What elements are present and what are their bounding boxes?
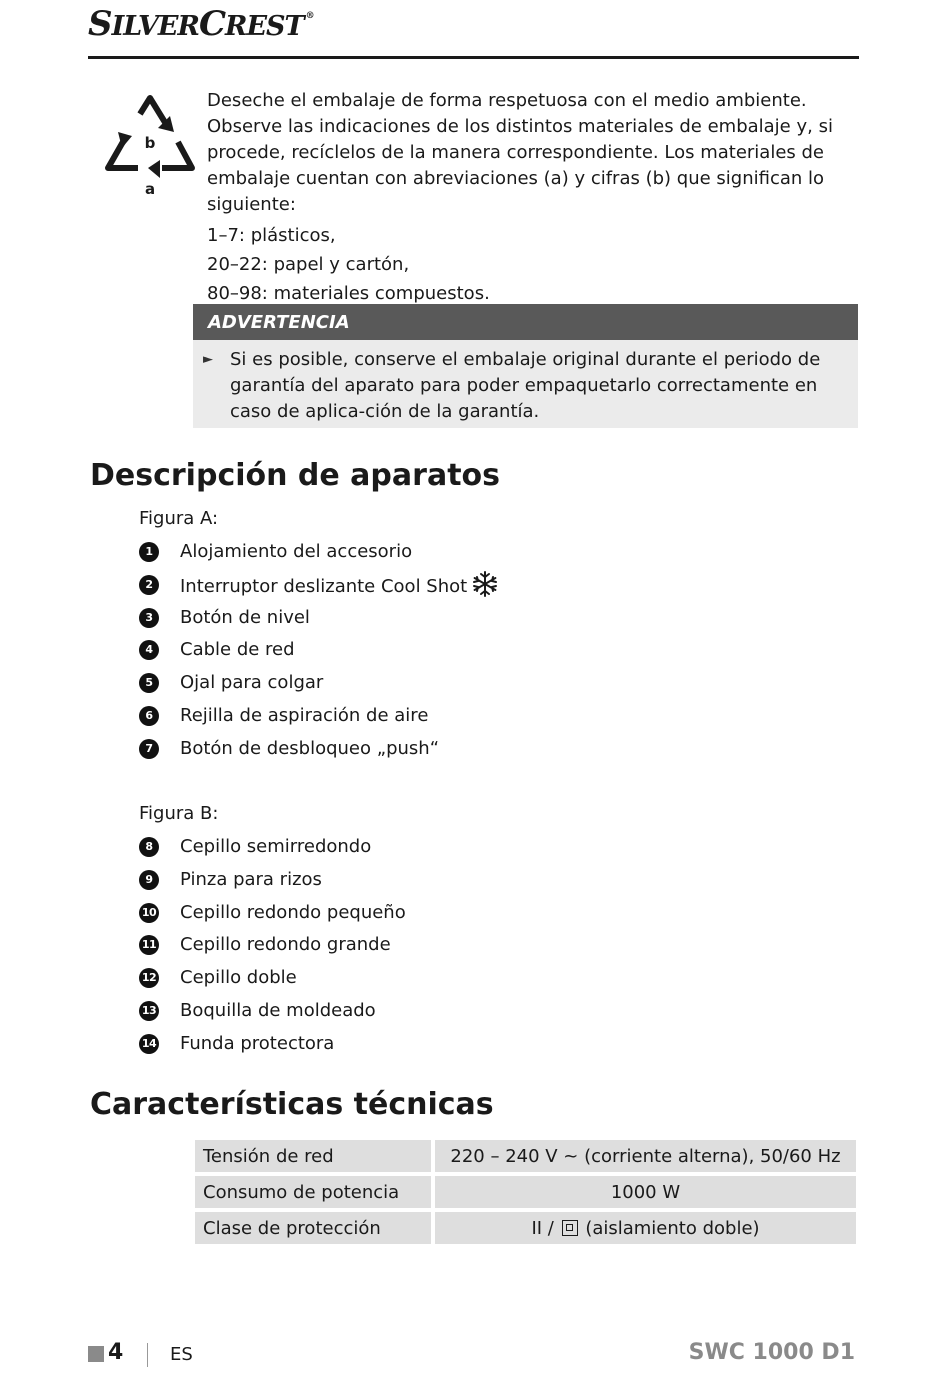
item-number: 3 (139, 608, 159, 628)
item-label: Funda protectora (180, 1033, 335, 1054)
item-number: 14 (139, 1034, 159, 1054)
item-number: 6 (139, 706, 159, 726)
footer-divider (147, 1343, 148, 1367)
item-number: 5 (139, 673, 159, 693)
recycle-code-composites: 80–98: materiales compuestos. (207, 283, 490, 304)
snowflake-icon (472, 571, 498, 597)
recycle-text (207, 88, 867, 308)
table-row (195, 1210, 856, 1246)
warning-title: ADVERTENCIA (193, 304, 858, 340)
item-number: 8 (139, 837, 159, 857)
recycle-icon (100, 92, 200, 202)
spec-value-prefix: II / (531, 1217, 554, 1239)
description-title: Descripción de aparatos (90, 458, 500, 493)
footer-language: ES (170, 1344, 193, 1365)
item-label: Interruptor deslizante Cool Shot (180, 576, 468, 597)
spec-key: Tensión de red (195, 1140, 433, 1174)
item-label: Ojal para colgar (180, 672, 324, 693)
item-number: 7 (139, 739, 159, 759)
table-row (195, 1140, 856, 1174)
item-number: 4 (139, 640, 159, 660)
spec-key: Clase de protección (195, 1210, 433, 1246)
spec-key: Consumo de potencia (195, 1174, 433, 1210)
item-number: 10 (139, 903, 159, 923)
item-label: Cepillo doble (180, 967, 297, 988)
recycle-line-1: Deseche el embalaje de forma respetuosa con el medio ambiente. (207, 90, 807, 111)
item-label: Botón de desbloqueo „push“ (180, 738, 440, 759)
warning-text: Si es posible, conserve el embalaje original durante el periodo de garantía del aparato para poder empaquetarlo correctamente en caso de aplica-ción de la garantía. (230, 349, 821, 422)
spec-value (433, 1210, 856, 1246)
item-label: Pinza para rizos (180, 869, 322, 890)
recycle-code-a: a (144, 180, 156, 198)
recycle-code-paper: 20–22: papel y cartón, (207, 254, 410, 275)
item-number: 12 (139, 968, 159, 988)
item-number: 1 (139, 542, 159, 562)
spec-value-suffix: (aislamiento doble) (585, 1217, 760, 1239)
recycle-code-plastics: 1–7: plásticos, (207, 225, 336, 246)
footer-model: SWC 1000 D1 (688, 1340, 855, 1365)
double-insulation-icon (562, 1220, 578, 1236)
item-number: 2 (139, 575, 159, 595)
specs-title: Características técnicas (90, 1087, 494, 1122)
item-label: Botón de nivel (180, 607, 310, 628)
spec-value: 1000 W (433, 1174, 856, 1210)
header-rule (88, 56, 859, 59)
item-label: Boquilla de moldeado (180, 1000, 376, 1021)
item-label: Cepillo redondo pequeño (180, 902, 406, 923)
item-label: Cepillo redondo grande (180, 934, 391, 955)
arrow-right-icon: ► (203, 352, 213, 367)
figure-b-label: Figura B: (139, 803, 219, 824)
item-label: Cable de red (180, 639, 295, 660)
page-number: 4 (108, 1340, 124, 1365)
brand-logo: SILVERCREST ® (88, 4, 314, 44)
footer-square (88, 1346, 104, 1362)
spec-value: 220 – 240 V ~ (corriente alterna), 50/60 Hz (433, 1140, 856, 1174)
item-label: Alojamiento del accesorio (180, 541, 413, 562)
item-label: Rejilla de aspiración de aire (180, 705, 429, 726)
item-number: 9 (139, 870, 159, 890)
item-number: 11 (139, 935, 159, 955)
item-label: Cepillo semirredondo (180, 836, 372, 857)
item-number: 13 (139, 1001, 159, 1021)
recycle-code-b: b (144, 134, 156, 152)
figure-a-label: Figura A: (139, 508, 219, 529)
warning-body (193, 340, 858, 428)
recycle-line-2: Observe las indicaciones de los distintos materiales de embalaje y, si procede, recíclelos de la manera correspondiente. Los materiales de embalaje cuentan con abreviaciones (a) y cifras (b) que significan lo siguiente: (207, 116, 833, 215)
specs-table (195, 1140, 856, 1248)
table-row (195, 1174, 856, 1210)
